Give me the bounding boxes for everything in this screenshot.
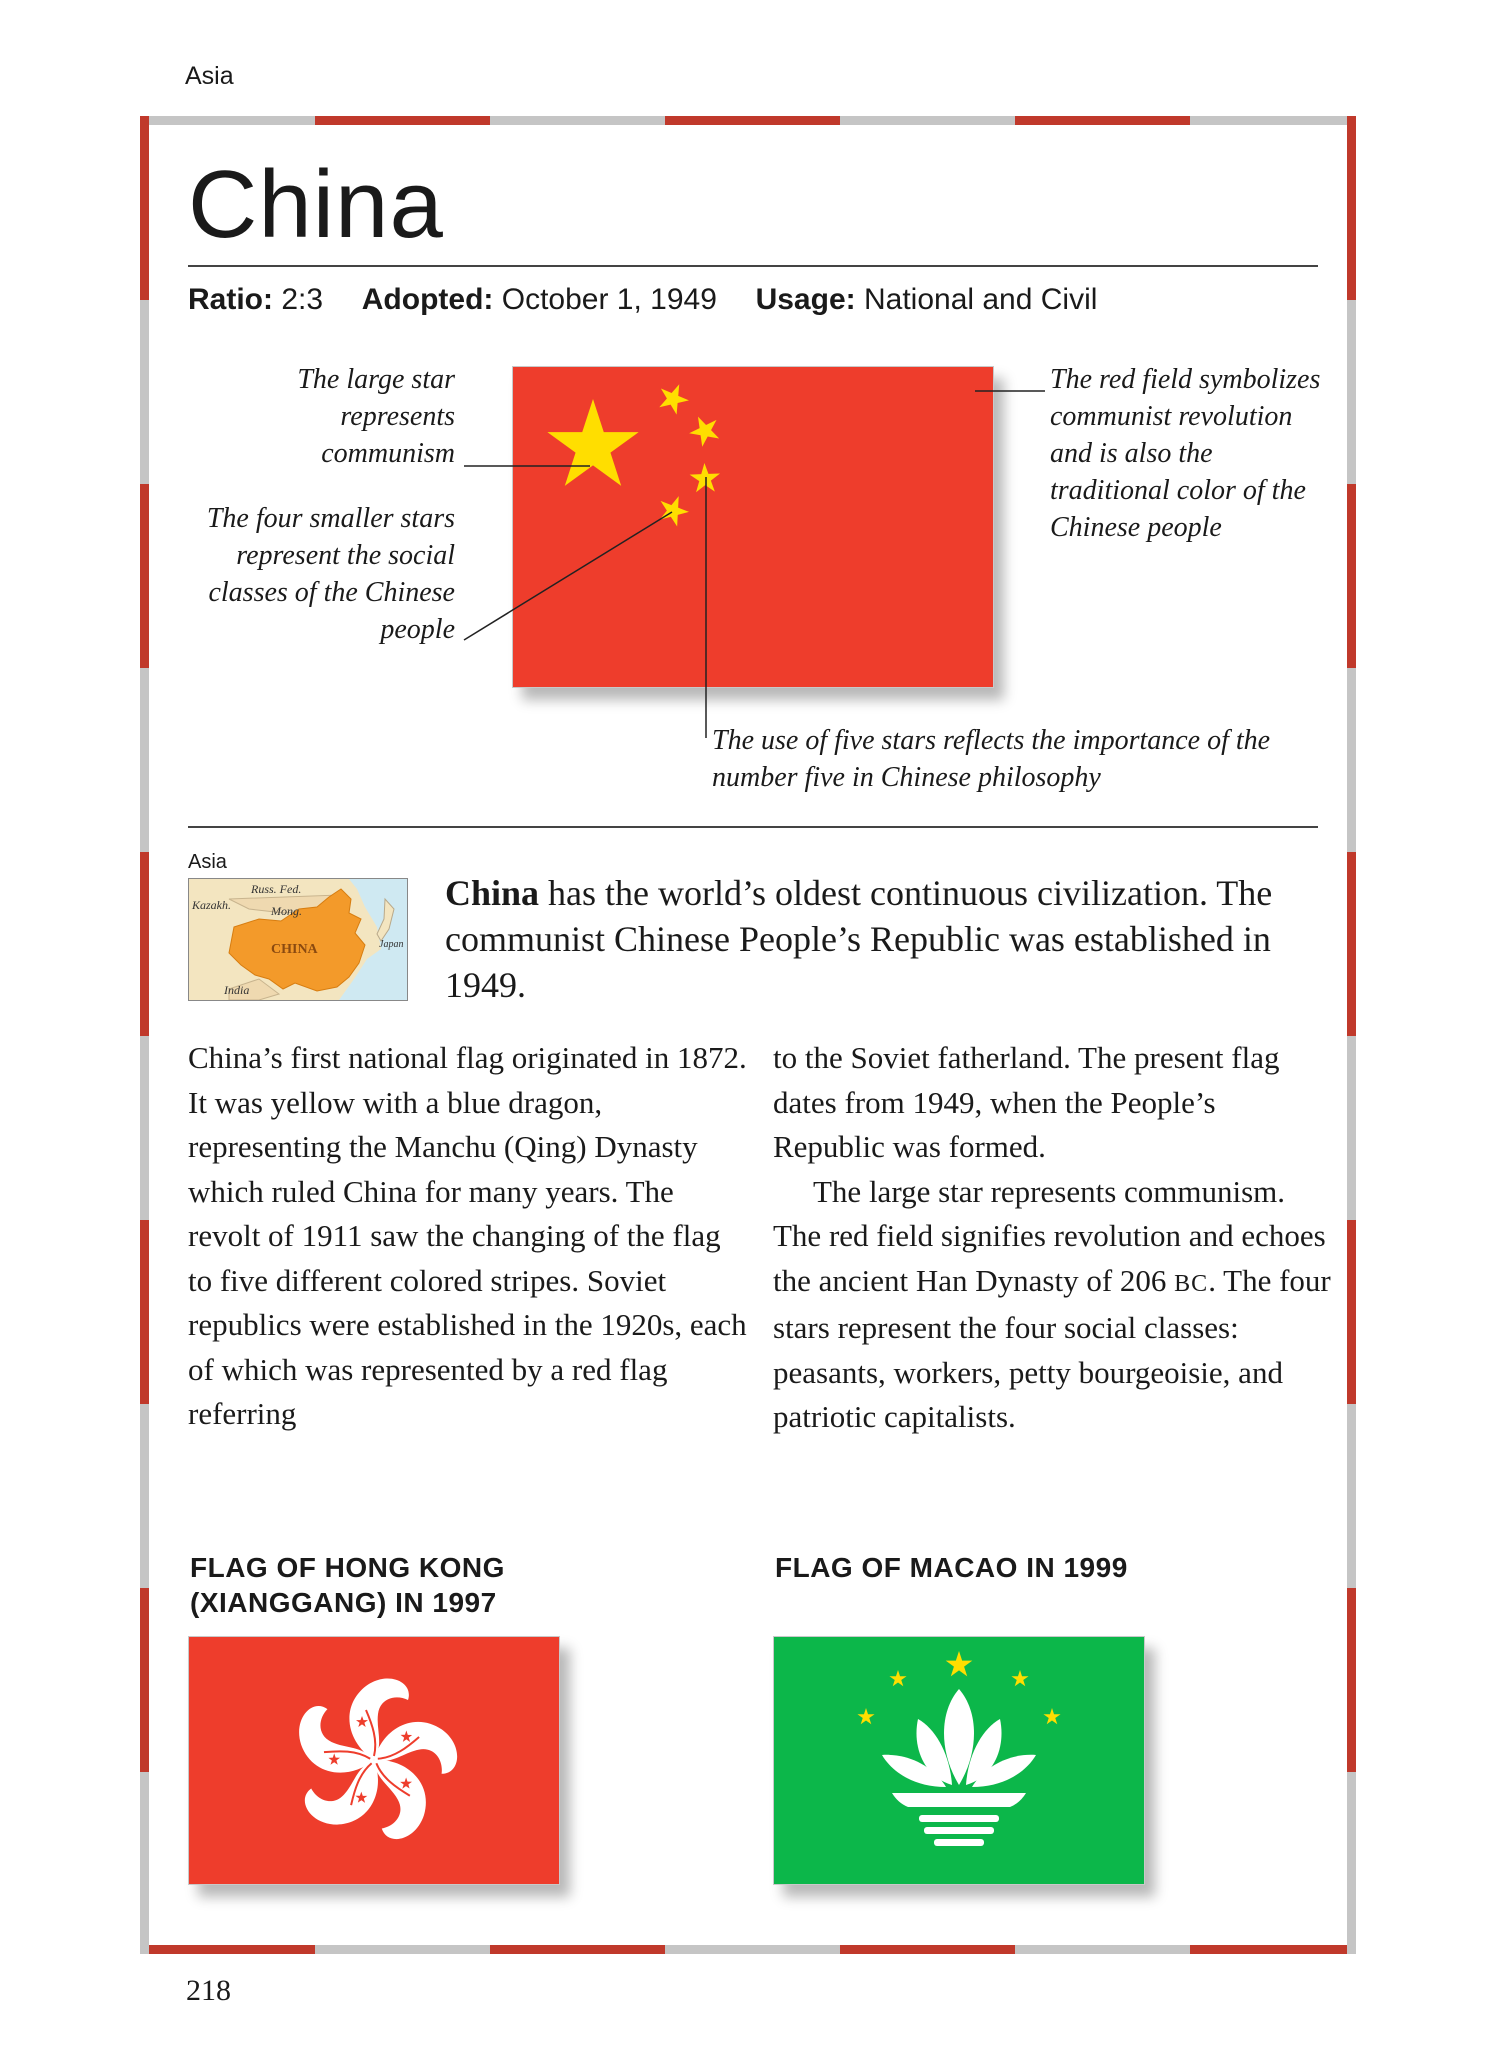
map-label-japan: Japan (379, 939, 404, 950)
lotus-icon (882, 1689, 1036, 1807)
star-icon (1043, 1708, 1060, 1724)
macao-flag (773, 1636, 1145, 1885)
map-label-russia: Russ. Fed. (251, 882, 302, 896)
star-icon (1011, 1670, 1028, 1686)
annotation-large-star: The large star represents communism (297, 364, 455, 469)
ratio-label: Ratio: (188, 283, 273, 316)
section-label: Asia (185, 62, 234, 90)
annotation-five-stars: The use of five stars reflects the importance of the number five in Chinese philosophy (712, 725, 1271, 793)
locator-map (188, 878, 408, 1001)
body-paragraph: China’s first national flag originated in 1872. It was yellow with a blue dragon, representing the Manchu (Qing) Dynasty which ruled China for many years. The revolt of 1911 saw the changing of the flag to five different colored stripes. Soviet republics were established in the 1920s, each of which was represented by a red flag referring (188, 1040, 747, 1431)
flag-metadata (188, 283, 1097, 317)
hong-kong-flag-graphic (189, 1637, 559, 1884)
hong-kong-flag (188, 1636, 560, 1885)
locator-map-graphic (189, 879, 407, 1000)
map-label-china: CHINA (271, 942, 318, 957)
page-frame-right (1347, 116, 1356, 1954)
body-paragraph (773, 1170, 1333, 1440)
body-column-2 (773, 1036, 1333, 1440)
era-abbreviation: BC (1174, 1270, 1209, 1297)
annotation-red-field: The red field symbolizes communist revolution and is also the traditional color of the Chinese people (1050, 364, 1321, 543)
map-label-mongolia: Mong. (271, 904, 302, 918)
small-star-icon (685, 409, 727, 451)
body-column-1 (188, 1036, 748, 1437)
body-paragraph: to the Soviet fatherland. The present flag dates from 1949, when the People’s Republic was formed. (773, 1040, 1280, 1164)
small-star-icon (688, 459, 726, 497)
page-frame-bottom (140, 1945, 1356, 1954)
page-title: China (188, 151, 444, 258)
intro-country-name: China (445, 873, 540, 913)
small-star-icon (654, 378, 693, 417)
map-region-label: Asia (188, 851, 227, 873)
title-divider (188, 265, 1318, 267)
intro-text: has the world’s oldest continuous civilization. The communist Chinese People’s Republic was established in 1949. (445, 873, 1273, 1005)
large-star-icon (547, 399, 638, 486)
body-text: . The four stars represent the four social classes: peasants, workers, petty bourgeoisie, and patriotic capitalists. (773, 1262, 1331, 1434)
section-divider (188, 826, 1318, 828)
page-frame-left (140, 116, 149, 1954)
star-icon (889, 1670, 906, 1686)
caption-macao: FLAG OF MACAO IN 1999 (775, 1552, 1128, 1583)
china-flag-graphic (513, 367, 993, 687)
map-label-india: India (224, 983, 250, 997)
caption-hong-kong: FLAG OF HONG KONG (XIANGGANG) IN 1997 (190, 1552, 505, 1618)
map-label-kazakhstan: Kazakh. (192, 898, 231, 912)
usage-value: National and Civil (863, 283, 1098, 316)
china-flag (512, 366, 994, 688)
star-icon (946, 1651, 973, 1676)
adopted-value: October 1, 1949 (501, 283, 717, 316)
annotation-four-stars: The four smaller stars represent the social classes of the Chinese people (206, 503, 455, 645)
usage-label: Usage: (755, 283, 856, 316)
macao-flag-graphic (774, 1637, 1144, 1884)
water-lines-icon (919, 1815, 999, 1846)
page-frame-top (140, 116, 1356, 125)
intro-paragraph (445, 870, 1325, 1008)
adopted-label: Adopted: (361, 283, 494, 316)
ratio-value: 2:3 (281, 283, 324, 316)
page-number: 218 (186, 1974, 231, 2007)
star-icon (857, 1708, 874, 1724)
body-text: The large star represents communism. The red field signifies revolution and echoes the ancient Han Dynasty of 206 (773, 1173, 1326, 1298)
small-star-icon (654, 491, 693, 529)
